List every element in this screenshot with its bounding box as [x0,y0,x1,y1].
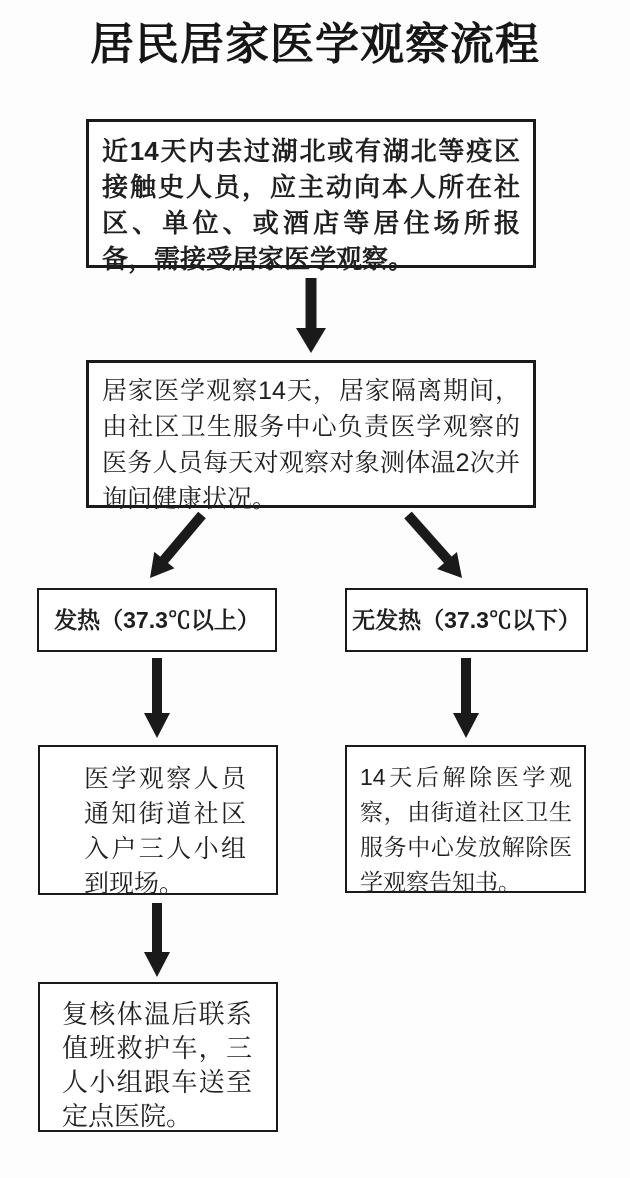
node-notify-three-person-team [38,745,278,898]
text-line: 医学观察人员 [84,765,246,793]
text-line: 人小组跟车送至 [62,1067,252,1097]
node-home-observation [86,360,536,513]
text-line: 医务人员每天对观察对象测体温2次并 [102,449,520,477]
text-line: 入户三人小组 [84,835,246,863]
arrow-no-fever-to-release-icon [453,658,479,738]
text-line: 服务中心发放解除医 [360,834,572,860]
node-release-observation [345,745,586,893]
node-report-notice [86,119,536,274]
text-line: 备，需接受居家医学观察。 [102,244,415,274]
text-line: 居家医学观察14天，居家隔离期间， [102,377,520,405]
text-line: 通知街道社区 [84,800,246,828]
node-ambulance-transfer [38,982,278,1132]
text-line: 定点医院。 [62,1101,193,1131]
text-line: 近14天内去过湖北或有湖北等疫区 [102,136,520,166]
text-line: 到现场。 [84,870,185,898]
text-line: 察，由街道社区卫生 [360,799,572,825]
text-line: 区、单位、或酒店等居住场所报 [102,208,520,238]
no-fever-branch-label: 无发热（37.3℃以下） [352,607,581,633]
text-line: 学观察告知书。 [360,869,521,895]
text-line: 接触史人员，应主动向本人所在社 [102,172,520,202]
arrow-fever-to-notify-icon [144,658,170,738]
arrow-report-to-observe-icon [296,278,326,353]
node-fever-branch [37,588,277,652]
arrow-notify-to-ambulance-icon [144,903,170,977]
text-line: 复核体温后联系 [62,999,252,1029]
arrow-observe-to-no-fever-icon [408,515,462,578]
node-no-fever-branch [345,588,588,652]
text-line: 14天后解除医学观 [360,764,572,790]
text-line: 由社区卫生服务中心负责医学观察的 [102,413,520,441]
arrow-observe-to-fever-icon [150,515,202,578]
text-line: 值班救护车，三 [62,1033,252,1063]
text-line: 询问健康状况。 [102,485,278,513]
page-title: 居民居家医学观察流程 [90,20,540,69]
fever-branch-label: 发热（37.3℃以上） [54,607,260,633]
